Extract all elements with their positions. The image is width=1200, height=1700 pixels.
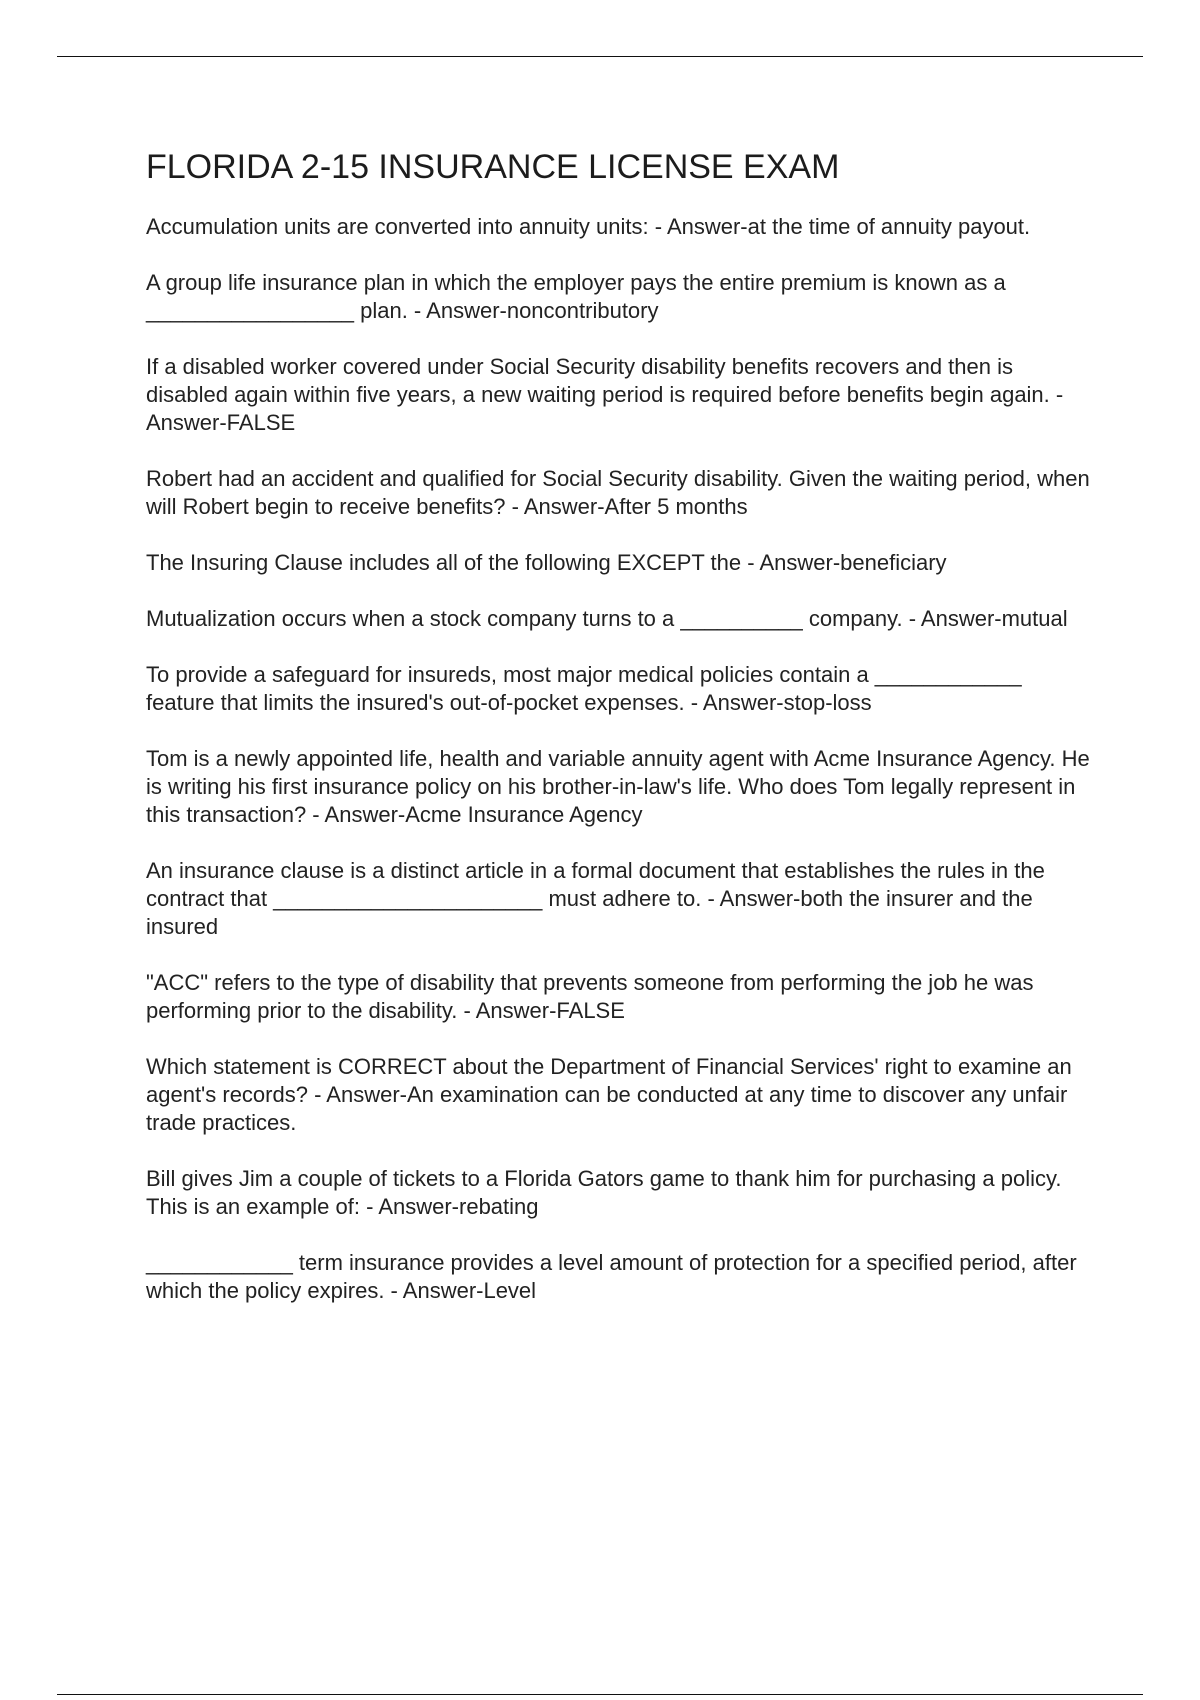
qa-item: The Insuring Clause includes all of the following EXCEPT the - Answer-beneficiary xyxy=(146,550,947,575)
document-title: FLORIDA 2-15 INSURANCE LICENSE EXAM xyxy=(146,148,840,186)
qa-item: A group life insurance plan in which the employer pays the entire premium is known as a _________________ plan. - Answer-noncontributory xyxy=(146,270,1012,323)
document-body xyxy=(146,145,1096,1333)
qa-item: "ACC" refers to the type of disability that prevents someone from performing the job he was performing prior to the disability. - Answer-FALSE xyxy=(146,970,1040,1023)
qa-item: Bill gives Jim a couple of tickets to a Florida Gators game to thank him for purchasing a policy. This is an example of: - Answer-rebating xyxy=(146,1166,1068,1219)
bottom-rule xyxy=(57,1694,1143,1695)
qa-item: To provide a safeguard for insureds, most major medical policies contain a ____________ feature that limits the insured's out-of-pocket expenses. - Answer-stop-loss xyxy=(146,662,1028,715)
qa-item: ____________ term insurance provides a level amount of protection for a specified period, after which the policy expires. - Answer-Level xyxy=(146,1250,1083,1303)
qa-item: If a disabled worker covered under Social Security disability benefits recovers and then is disabled again within five years, a new waiting period is required before benefits begin again. - Answer-FALSE xyxy=(146,354,1069,435)
qa-item: Accumulation units are converted into annuity units: - Answer-at the time of annuity payout. xyxy=(146,214,1031,239)
qa-item: Which statement is CORRECT about the Department of Financial Services' right to examine an agent's records? - Answer-An examination can be conducted at any time to discover any unfair trade practices. xyxy=(146,1054,1078,1135)
qa-item: An insurance clause is a distinct article in a formal document that establishes the rules in the contract that ______________________ must adhere to. - Answer-both the insurer and the insured xyxy=(146,858,1051,939)
qa-item: Tom is a newly appointed life, health and variable annuity agent with Acme Insurance Agency. He is writing his first insurance policy on his brother-in-law's life. Who does Tom legally represent in this transaction? - Answer-Acme Insurance Agency xyxy=(146,746,1096,827)
top-rule xyxy=(57,56,1143,57)
qa-item: Mutualization occurs when a stock company turns to a __________ company. - Answer-mutual xyxy=(146,606,1068,631)
qa-item: Robert had an accident and qualified for Social Security disability. Given the waiting period, when will Robert begin to receive benefits? - Answer-After 5 months xyxy=(146,466,1096,519)
